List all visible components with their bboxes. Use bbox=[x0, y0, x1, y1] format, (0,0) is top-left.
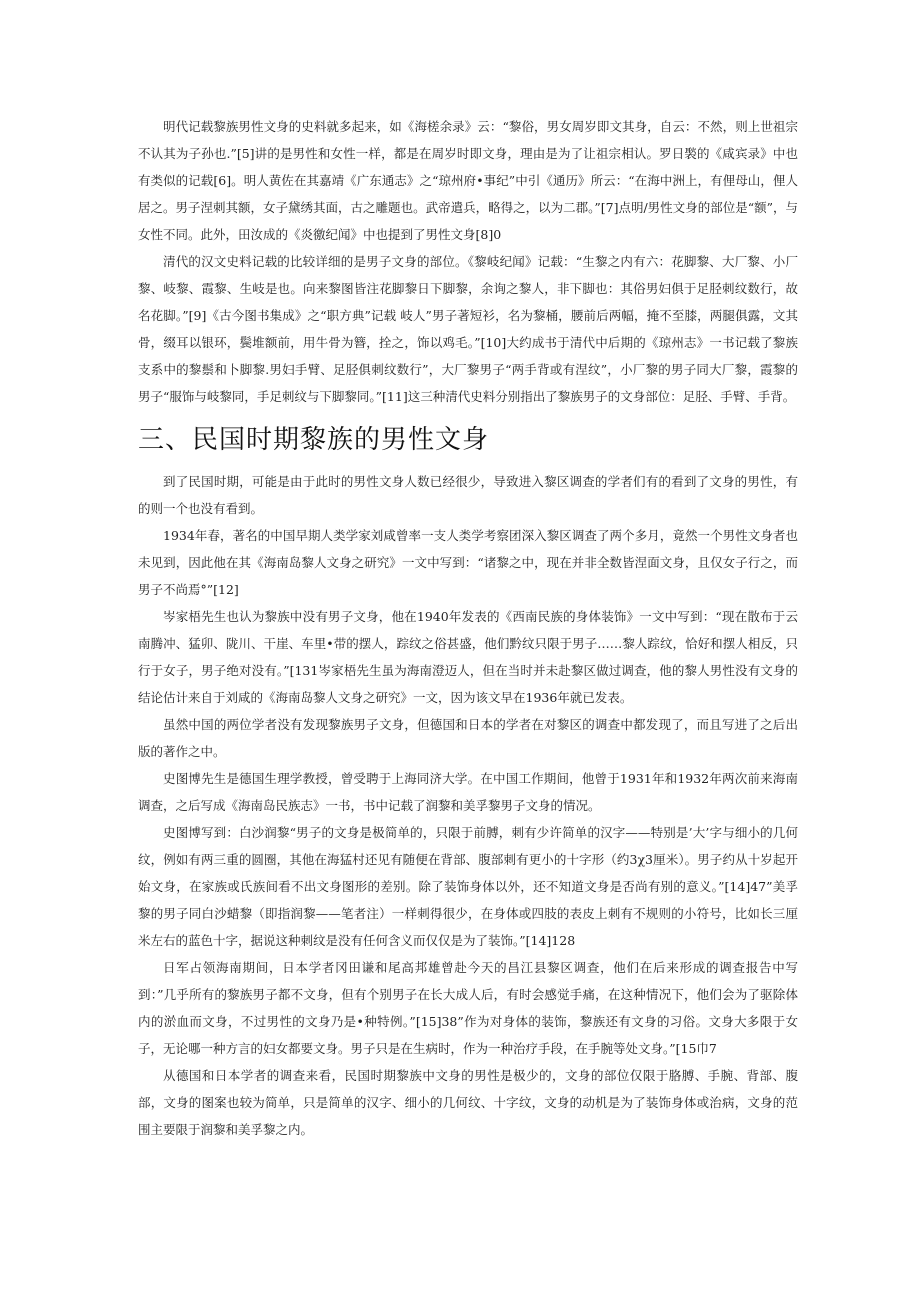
paragraph-liu-xian: 1934年春，著名的中国早期人类学家刘咸曾率一支人类学考察团深入黎区调查了两个多月，竟然一个男性文身者也未见到，因此他在其《海南岛黎人文身之研究》一文中写到：“诸黎之中，现在并非全数皆涅面文身，且仅女子行之，而男子不尚焉°”[12] bbox=[138, 528, 798, 597]
paragraph-republic-intro: 到了民国时期，可能是由于此时的男性文身人数已经很少，导致进入黎区调查的学者们有的看到了文身的男性，有的则一个也没有看到。 bbox=[138, 474, 798, 516]
paragraph-stubel-quote: 史图博写到：白沙润黎“男子的文身是极简单的，只限于前膊，刺有少许简单的汉字——特别是’大’字与细小的几何纹，例如有两三重的圆圈，其他在海猛村还见有随便在背部、腹部刺有更小的十字形（约3χ3厘米）。男子约从十岁起开始文身，在家族或氏族间看不出文身图形的差别。除了装饰身体以外，还不知道文身是否尚有别的意义。”[14]47”美孚黎的男子同白沙蜡黎（即指润黎——笔者注）一样刺得很少，在身体或四肢的表皮上刺有不规则的小符号，比如长三厘米左右的蓝色十字，据说这种刺纹是没有任何含义而仅仅是为了装饰。”[14]128 bbox=[138, 825, 798, 948]
document-page bbox=[138, 113, 798, 1143]
paragraph-ming-records: 明代记载黎族男性文身的史料就多起来，如《海槎余录》云：“黎俗，男女周岁即文其身，自云：不然，则上世祖宗不认其为子孙也.”[5]讲的是男性和女性一样，都是在周岁时即文身，理由是为了让祖宗相认。罗日褧的《咸宾录》中也有类似的记载[6]。明人黄佐在其嘉靖《广东通志》之“琼州府•事纪”中引《通历》所云：“在海中洲上，有俚母山，俚人居之。男子涅刺其额，女子黛绣其面，古之雕题也。武帝遣兵，略得之，以为二郡。”[7]点明/男性文身的部位是“额”，与女性不同。此外，田汝成的《炎徼纪闻》中也提到了男性文身[8]0 bbox=[138, 119, 798, 242]
paragraph-foreign-scholars: 虽然中国的两位学者没有发现黎族男子文身，但德国和日本的学者在对黎区的调查中都发现了，而且写进了之后出版的著作之中。 bbox=[138, 717, 798, 759]
paragraph-stubel-intro: 史图博先生是德国生理学教授，曾受聘于上海同济大学。在中国工作期间，他曾于1931年和1932年两次前来海南调查，之后写成《海南岛民族志》一书，书中记载了润黎和美孚黎男子文身的情况。 bbox=[138, 771, 798, 813]
section-heading: 三、民国时期黎族的男性文身 bbox=[138, 425, 490, 455]
paragraph-japanese-scholars: 日军占领海南期间，日本学者冈田谦和尾高邦雄曾赴今天的昌江县黎区调查，他们在后来形成的调查报告中写到：”几乎所有的黎族男子都不文身，但有个别男子在长大成人后，有时会感觉手痛，在这种情况下，他们会为了驱除体内的淤血而文身，不过男性的文身乃是•种特例。”[15]38”作为对身体的装饰，黎族还有文身的习俗。文身大多限于女子，无论哪一种方言的妇女都要文身。男子只是在生病时，作为一种治疗手段，在手腕等处文身。”[15巾7 bbox=[138, 960, 798, 1056]
paragraph-qing-records: 清代的汉文史料记载的比较详细的是男子文身的部位。《黎岐纪闻》记载：“生黎之内有六：花脚黎、大厂黎、小厂黎、岐黎、霞黎、生岐是也。向来黎图皆注花脚黎日下脚黎，余询之黎人，非下脚也：其俗男妇俱于足胫刺纹数行，故名花脚。”[9]《古今图书集成》之“职方典”记载 岐人”男子著短衫，名为黎桶，腰前后两幅，掩不至膝，两腿俱露，文其骨，缀耳以银环，鬓堆额前，用牛骨为簪，拴之，饰以鸡毛。”[10]大约成书于清代中后期的《琼州志》一书记载了黎族支系中的黎鬃和卜脚黎.男妇手臂、足胫俱刺纹数行”，大厂黎男子“两手背或有涅纹”，小厂黎的男子同大厂黎，霞黎的男子“服饰与岐黎同，手足刺纹与下脚黎同。”[11]这三种清代史料分别指出了黎族男子的文身部位：足胫、手臂、手背。 bbox=[138, 254, 798, 404]
paragraph-cen-jiawu: 岑家梧先生也认为黎族中没有男子文身，他在1940年发表的《西南民族的身体装饰》一文中写到：“现在散布于云南腾冲、猛卯、陇川、干崖、车里•带的摆人，踪纹之俗甚盛，他们黔纹只限于男子……黎人踪纹，恰好和摆人相反，只行于女子，男子绝对没有。”[131岑家梧先生虽为海南澄迈人，但在当时并未赴黎区做过调查，他的黎人男性没有文身的结论估计来自于刘咸的《海南岛黎人文身之研究》一文，因为该文早在1936年就已发表。 bbox=[138, 609, 798, 705]
paragraph-conclusion: 从德国和日本学者的调查来看，民国时期黎族中文身的男性是极少的，文身的部位仅限于胳膊、手腕、背部、腹部，文身的图案也较为简单，只是简单的汉字、细小的几何纹、十字纹，文身的动机是为了装饰身体或治病，文身的范围主要限于润黎和美孚黎之内。 bbox=[138, 1068, 798, 1137]
